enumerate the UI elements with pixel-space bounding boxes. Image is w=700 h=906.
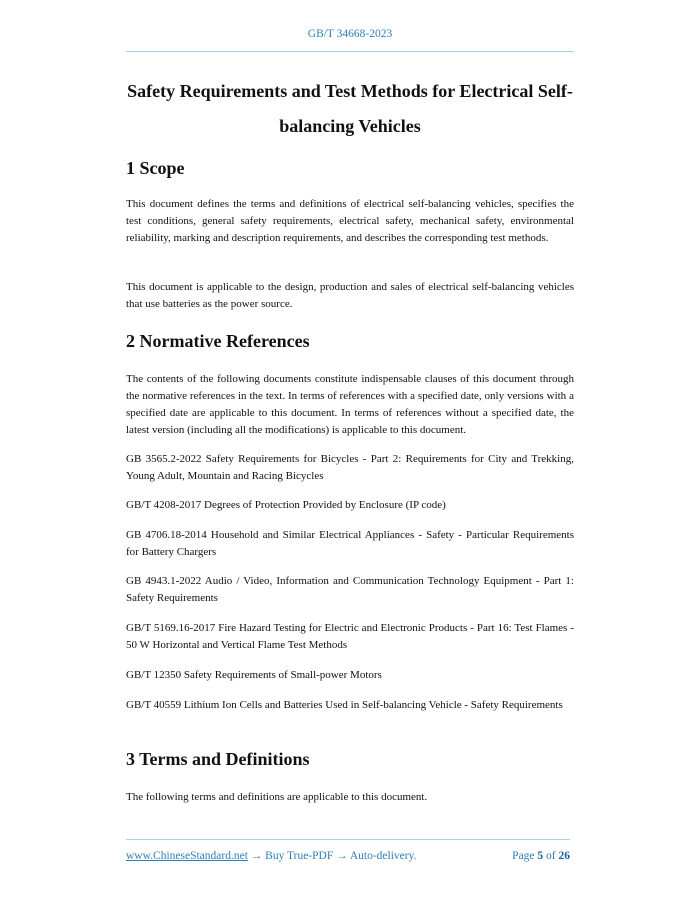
- footer-divider: [126, 839, 570, 840]
- header-doc-id: GB/T 34668-2023: [307, 28, 393, 40]
- reference-item: GB 4706.18-2014 Household and Similar Electrical Appliances - Safety - Particular Requirements for Battery Chargers: [126, 529, 574, 558]
- section-heading: 1 Scope: [126, 158, 185, 178]
- reference-item: GB/T 4208-2017 Degrees of Protection Provided by Enclosure (IP code): [126, 499, 446, 511]
- section-heading: 3 Terms and Definitions: [126, 749, 310, 769]
- reference-item: GB/T 40559 Lithium Ion Cells and Batteries Used in Self-balancing Vehicle - Safety Requirements: [126, 699, 563, 711]
- section-heading: 2 Normative References: [126, 331, 310, 351]
- footer: [126, 850, 570, 862]
- document-title: Safety Requirements and Test Methods for Electrical Self-balancing Vehicles: [127, 81, 573, 136]
- header-divider: [126, 51, 574, 52]
- paragraph: The contents of the following documents constitute indispensable clauses of this document through the normative references in the text. In terms of references with a specified date, only versions with a specified date are applicable to this document. In terms of references without a specified date, the latest version (including all the modifications) is applicable to this document.: [126, 373, 574, 436]
- reference-item: GB/T 5169.16-2017 Fire Hazard Testing for Electric and Electronic Products - Part 16: Test Flames - 50 W Horizontal and Vertical Flame Test Methods: [126, 622, 574, 651]
- reference-item: GB 4943.1-2022 Audio / Video, Information and Communication Technology Equipment - Part 1: Safety Requirements: [126, 575, 574, 604]
- of-label: of: [543, 850, 559, 862]
- paragraph: This document is applicable to the design, production and sales of electrical self-balancing vehicles that use batteries as the power source.: [126, 281, 574, 310]
- footer-promo: [126, 850, 416, 862]
- footer-tail: → Buy True-PDF → Auto-delivery.: [247, 850, 417, 862]
- page-number: 5: [537, 850, 544, 862]
- reference-item: GB 3565.2-2022 Safety Requirements for Bicycles - Part 2: Requirements for City and Trekking, Young Adult, Mountain and Racing Bicycles: [126, 453, 574, 482]
- page-indicator: [512, 850, 570, 862]
- total-pages: 26: [558, 850, 570, 862]
- paragraph: The following terms and definitions are applicable to this document.: [126, 791, 428, 803]
- paragraph: This document defines the terms and definitions of electrical self-balancing vehicles, specifies the test conditions, general safety requirements, electrical safety, mechanical safety, environmental reliability, marking and description requirements, and describes the corresponding test methods.: [126, 198, 574, 244]
- website-link[interactable]: www.ChineseStandard.net: [126, 850, 248, 862]
- page-label: Page: [512, 850, 538, 862]
- reference-item: GB/T 12350 Safety Requirements of Small-power Motors: [126, 669, 382, 681]
